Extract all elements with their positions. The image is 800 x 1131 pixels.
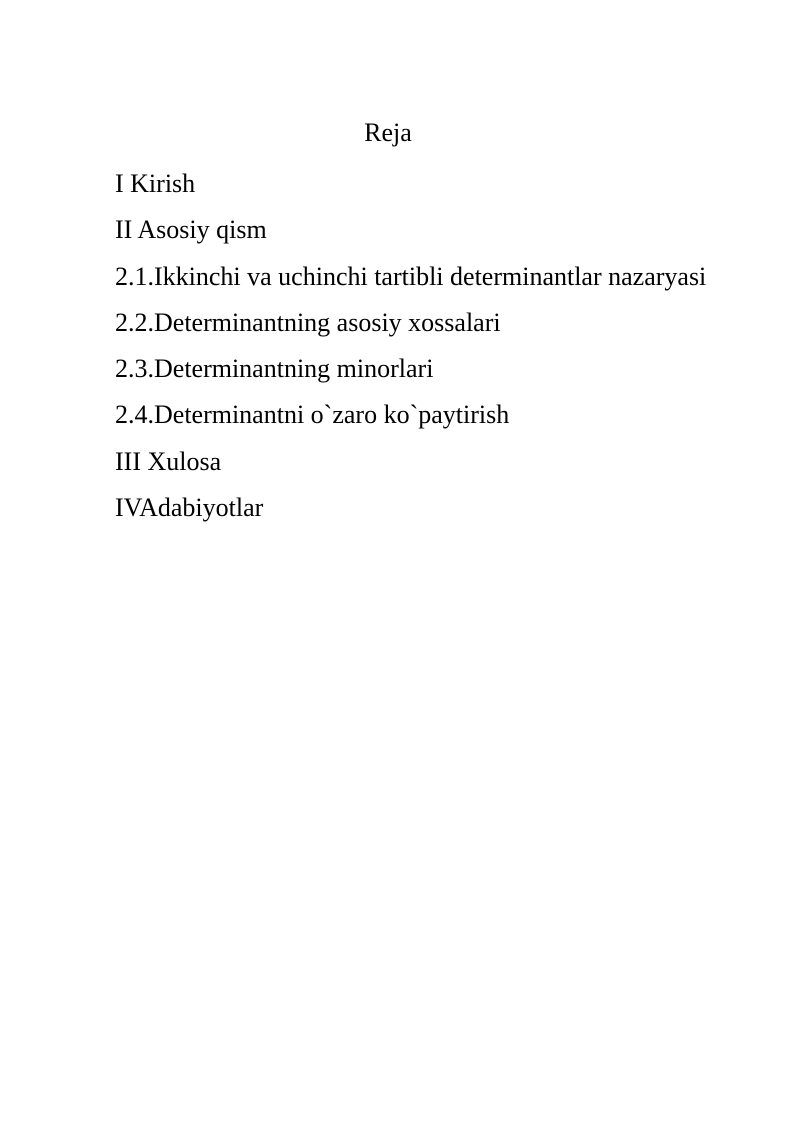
- outline-item-introduction: I Kirish: [115, 169, 196, 198]
- outline-list: [115, 161, 706, 531]
- outline-item-section-2-1: 2.1.Ikkinchi va uchinchi tartibli determinantlar nazaryasi: [115, 261, 707, 291]
- outline-item-section-2-2: 2.2.Determinantning asosiy xossalari: [115, 307, 501, 337]
- outline-item-section-2-3: 2.3.Determinantning minorlari: [115, 354, 434, 384]
- outline-item-conclusion: III Xulosa: [115, 446, 222, 476]
- outline-item-references: IVAdabiyotlar: [115, 493, 264, 523]
- page-title: Reja: [364, 118, 412, 147]
- outline-item-section-2-4: 2.4.Determinantni o`zaro ko`paytirish: [115, 400, 510, 430]
- outline-item-main-part: II Asosiy qism: [115, 215, 267, 245]
